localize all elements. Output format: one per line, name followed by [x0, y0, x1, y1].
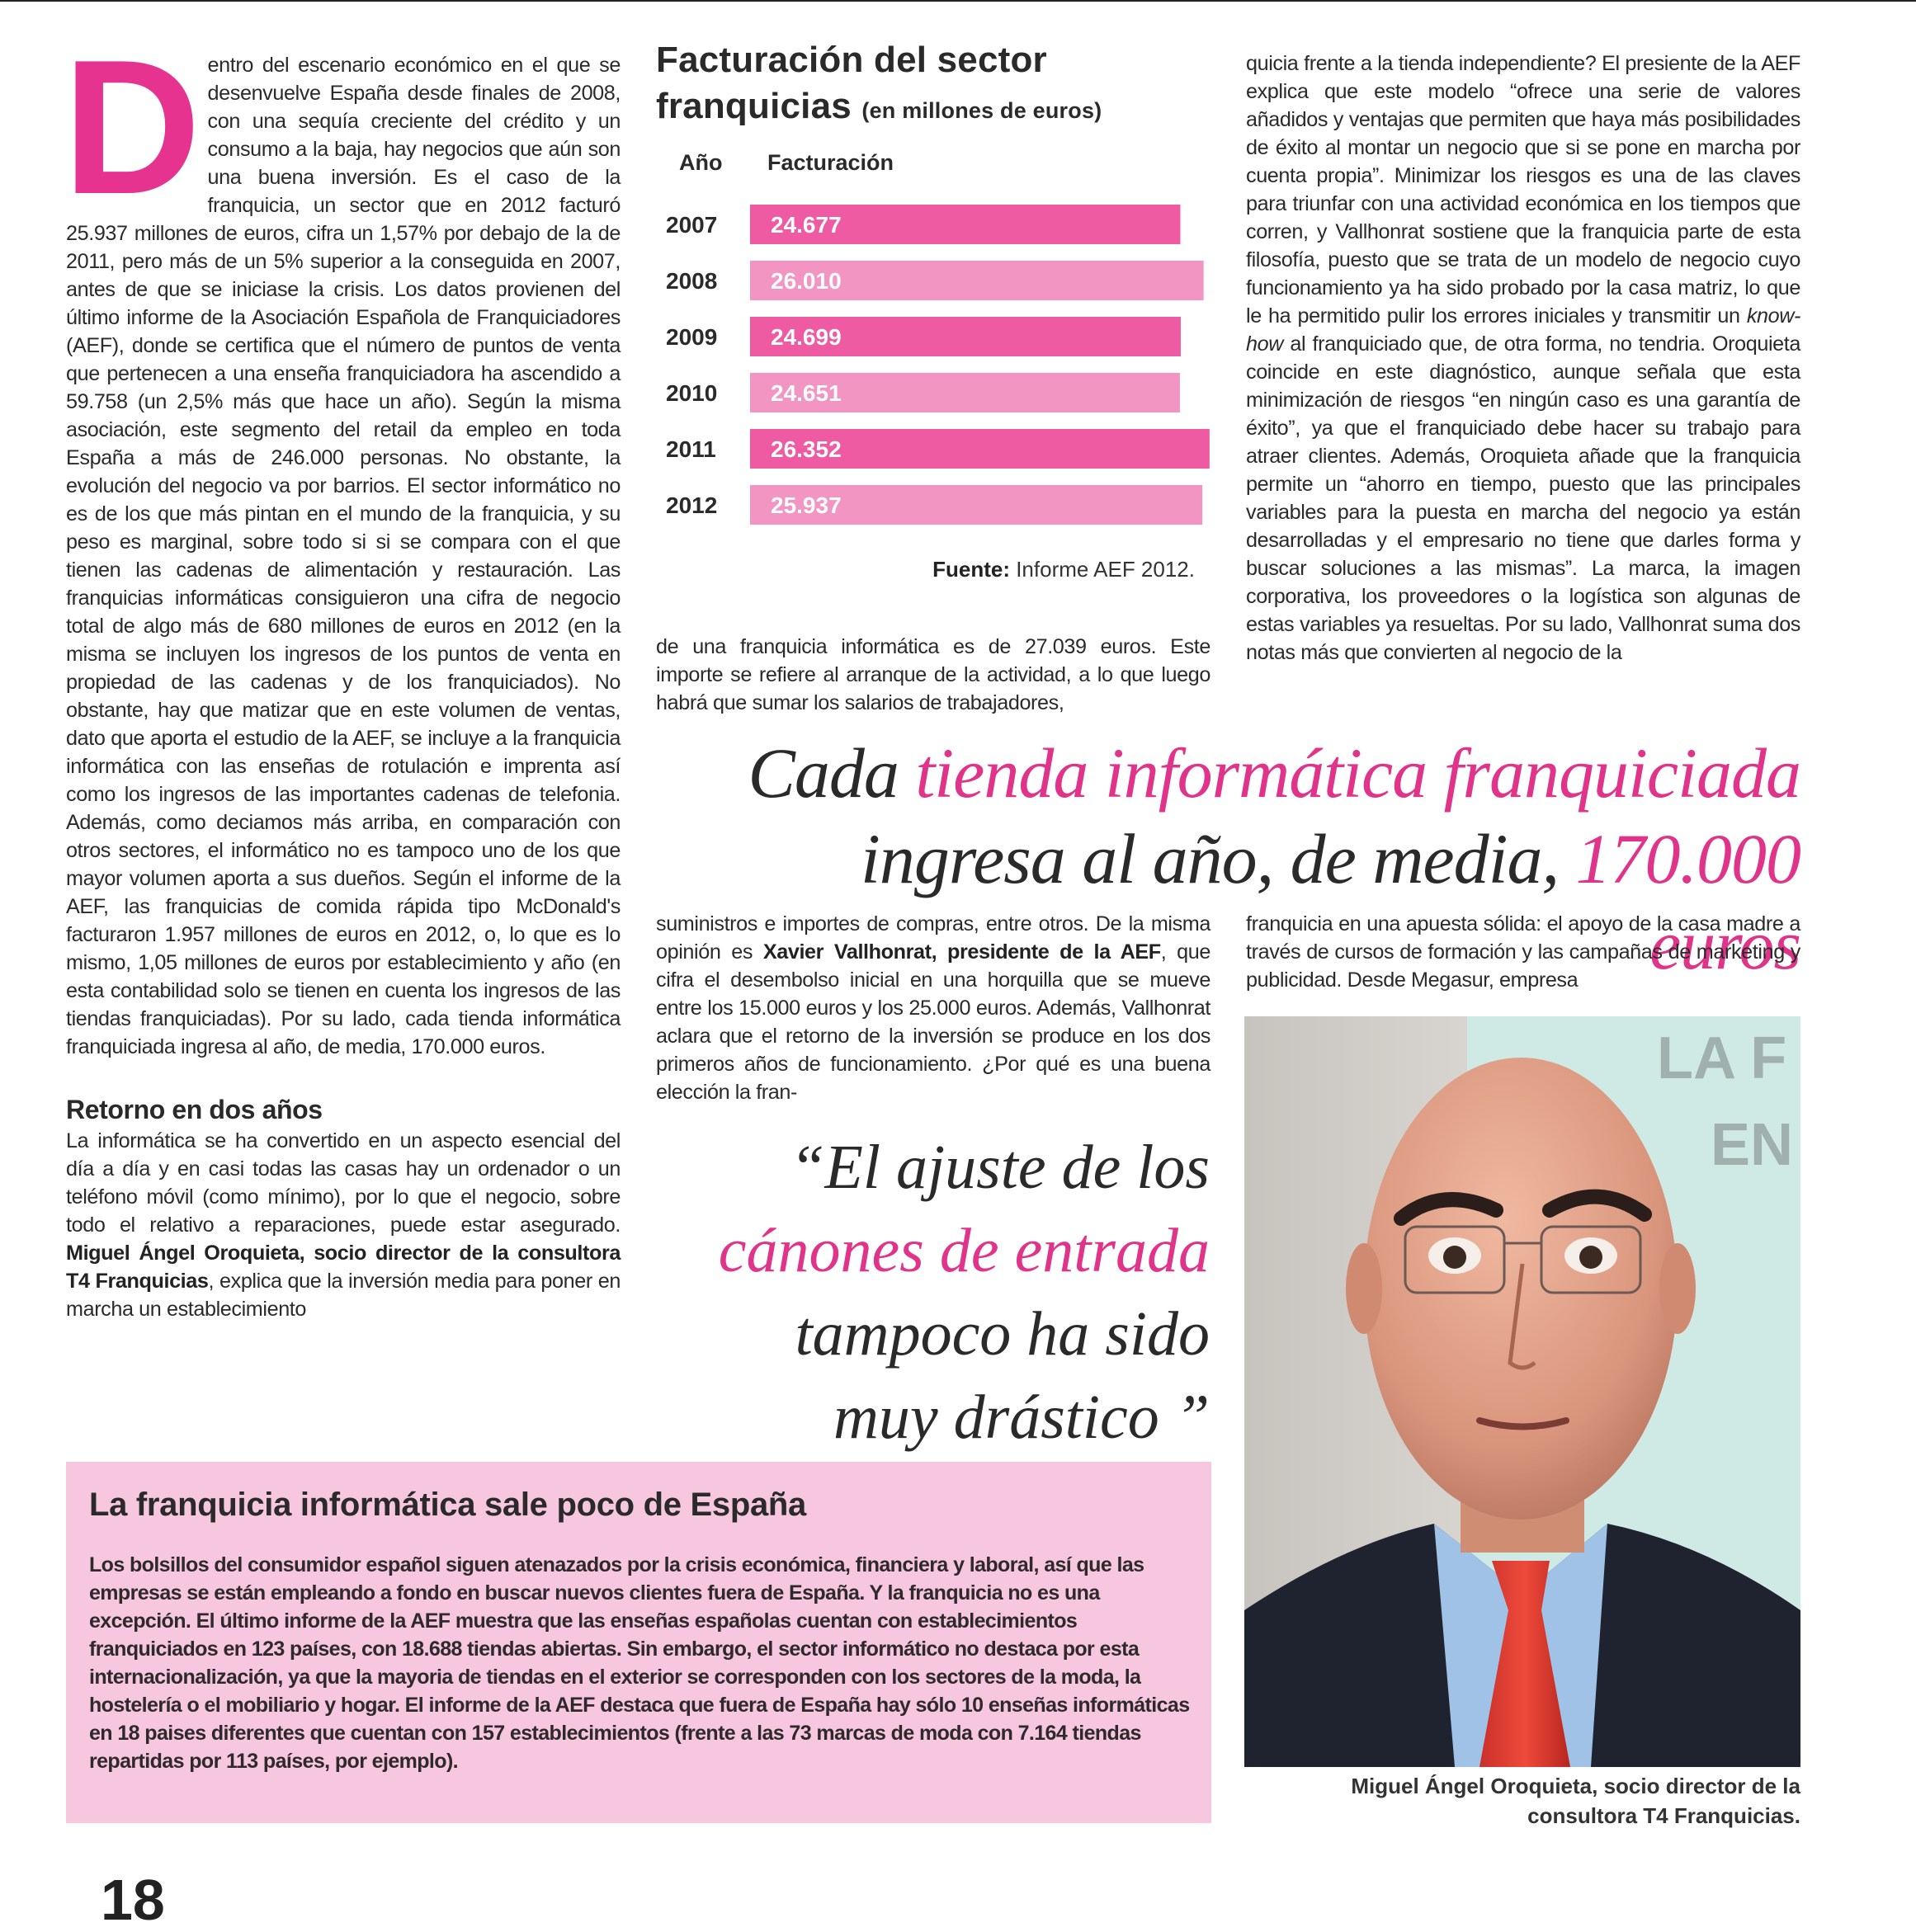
chart-category-label: 2012	[666, 492, 718, 518]
chart-title-text: Facturación del sector franquicias	[656, 40, 1047, 126]
page-top-rule	[0, 0, 1916, 2]
article-column-3-top	[1246, 49, 1800, 667]
revenue-chart	[656, 37, 1225, 590]
chart-plot-area	[656, 148, 1225, 544]
chart-value-label: 24.699	[771, 324, 842, 350]
sidebar-box-body: Los bolsillos del consumidor español siguen atenazados por la crisis económica, financiera y laboral, así que las empresas se están empleando a fondo en buscar nuevos clientes fuera de España. Y la franquicia no es una excepción. El último informe de la AEF muestra que las enseñas españolas cuentan con establecimientos franquiciados en 123 países, con 18.688 tiendas abiertas. Sin embargo, el sector informático no destaca por esta internacionalización, ya que la mayoria de tiendas en el exterior se corresponden con los sectores de la moda, la hostelería o el mobiliario y hogar. El informe de la AEF destaca que fuera de España hay sólo 10 enseñas informáticas en 18 paises diferentes que cuentan con 157 establecimientos (frente a las 73 marcas de moda con 7.164 tiendas repartidas por 113 países, por ejemplo).	[89, 1553, 1190, 1773]
col3-bottom-text: franquicia en una apuesta sólida: el apoyo de la casa madre a través de cursos de formación y las campañas de marketing y publicidad. Desde Megasur, empresa	[1246, 912, 1800, 992]
backdrop-text-2: EN	[1711, 1112, 1794, 1178]
portrait-illustration	[1244, 1016, 1800, 1767]
retorno-text-end: , explica que la inversión media para poner en marcha un establecimiento	[66, 1270, 621, 1321]
drop-cap: D	[63, 21, 196, 234]
left-pupil	[1443, 1246, 1466, 1269]
chart-value-label: 26.352	[771, 436, 842, 462]
chart-source	[932, 557, 1195, 582]
retorno-bold-name: Miguel Ángel Oroquieta, socio director de la consultora T4 Franquicias	[66, 1242, 621, 1293]
right-ear	[1659, 1243, 1696, 1334]
subheading-retorno: Retorno en dos años	[66, 1095, 323, 1124]
chart-category-label: 2010	[666, 380, 718, 406]
intro-paragraph	[63, 21, 621, 1061]
chart-source-text: Informe AEF 2012.	[1009, 557, 1195, 582]
chart-subtitle: (en millones de euros)	[861, 98, 1102, 123]
chart-value-label: 24.677	[771, 212, 842, 238]
portrait-photo	[1244, 1016, 1800, 1767]
chart-category-label: 2007	[666, 212, 718, 238]
pull-quote-highlight-2: 170.000 euros	[1575, 819, 1800, 984]
sidebar-box	[66, 1462, 1211, 1823]
article-column-2-top	[656, 633, 1210, 717]
chart-title	[656, 37, 1225, 134]
col2b-bold-name: Xavier Vallhonrat, presidente de la AEF	[762, 940, 1161, 964]
retorno-paragraph	[66, 1127, 621, 1323]
intro-text: entro del escenario económico en el que se desenvuelve España desde finales de 2008, con una sequía creciente del crédito y un consumo a la baja, hay negocios que aún son una buena inversión. Es el caso de la franquicia, un sector que en 2012 facturó 25.937 millones de euros, cifra un 1,57% por debajo de la de 2011, pero más de un 5% superior a la conseguida en 2007, antes de que se iniciase la crisis. Los datos provienen del último informe de la Asociación Española de Franquiciadores (AEF), donde se certifica que el número de puntos de venta que pertenecen a una enseña franquiciadora ha ascendido a 59.758 (un 2,5% más que hace un año). Según la misma asociación, este segmento del retail da empleo en toda España a más de 246.000 personas. No obstante, la evolución del negocio va por barrios. El sector informático no es de los que más pintan en el mundo de la franquicia, y su peso es marginal, sobre todo si si se compara con el que tienen las cadenas de alimentación y restauración. Las franquicias informáticas consiguieron una cifra de negocio total de algo más de 680 millones de euros en 2012 (en la misma se incluyen los ingresos de los puntos de venta en propiedad de las cadenas y de los franquiciados). No obstante, hay que matizar que en este volumen de ventas, dato que aporta el estudio de la AEF, se incluye a la franquicia informática con las enseñas de rotulación e imprenta así como los ingresos de las importantes cadenas de telefonia. Además, como deciamos más arriba, en comparación con otros sectores, el informático no es tampoco uno de los que mayor volumen aporta a sus dueños. Según el informe de la AEF, las franquicias de comida rápida tipo McDonald's facturaron 1.957 millones de euros en 2012, o, lo que es lo mismo, 1,05 millones de euros por establecimiento y año (en esta contabilidad solo se tienen en cuenta los ingresos de las tiendas franquiciadas). Por su lado, cada tienda informática franquiciada ingresa al año, de media, 170.000 euros.	[66, 54, 621, 1058]
photo-caption: Miguel Ángel Oroquieta, socio director de la consultora T4 Franquicias.	[1351, 1774, 1800, 1828]
chart-category-label: 2011	[666, 436, 716, 462]
side-quote-line-4: muy drástico ”	[833, 1383, 1210, 1452]
side-quote-line-1: “El ajuste de los	[790, 1133, 1210, 1202]
col2b-text-start: suministros e importes de compras, entre otros. De la misma opinión es	[656, 912, 1210, 964]
sidebar-box-title: La franquicia informática sale poco de España	[89, 1487, 806, 1523]
col2b-text-end: , que cifra el desembolso inicial en una horquilla que se mueve entre los 15.000 euros y los 25.000 euros. Además, Vallhonrat aclara que el retorno de la inversión se produce en los dos primeros años de funcionamiento. ¿Por qué es una buena elección la fran-	[656, 940, 1210, 1104]
retorno-text-start: La informática se ha convertido en un aspecto esencial del día a día y en casi todas las casas hay un ordenador o un teléfono móvil (como mínimo), por lo que el negocio, sobre todo el relativo a reparaciones, puede estar asegurado.	[66, 1129, 621, 1237]
col2-top-text: de una franquicia informática es de 27.039 euros. Este importe se refiere al arranque de la actividad, a lo que luego habrá que sumar los salarios de trabajadores,	[656, 635, 1210, 714]
pull-quote-highlight-1: tienda informática franquiciada	[915, 733, 1800, 813]
left-ear	[1346, 1243, 1382, 1334]
pull-quote-side	[660, 1126, 1210, 1459]
article-column-3-bottom	[1246, 910, 1800, 994]
pull-quote-text-1: Cada	[748, 733, 916, 813]
chart-category-label: 2008	[666, 268, 718, 294]
chart-category-label: 2009	[666, 324, 718, 350]
chart-source-label: Fuente:	[932, 557, 1010, 582]
article-column-1	[63, 21, 621, 1323]
side-quote-line-3: tampoco ha sido	[795, 1299, 1210, 1369]
backdrop-text-1: LA F	[1657, 1025, 1787, 1091]
chart-bars	[666, 205, 1210, 525]
col3-text-start: quicia frente a la tienda independiente? El presiente de la AEF explica que este modelo “ofrece una serie de valores añadidos y ventajas que permiten que haya más posibilidades de éxito al montar un negocio que si se pone en marcha por cuenta propia”. Minimizar los riesgos es una de las claves para triunfar con una actividad económica en los tiempos que corren, y Vallhonrat sostiene que la franquicia parte de esta filosofía, puesto que se trata de un modelo de negocio cuyo funcionamiento ya ha sido probado por la casa matriz, lo que le ha permitido pulir los errores iniciales y transmitir un	[1246, 52, 1800, 327]
col3-text-end: al franquiciado que, de otra forma, no tendria. Oroquieta coincide en este diagnóstico, aunque señala que esta minimización de riesgos “en ningún caso es una garantía de éxito”, ya que el franquiciado debe hacer su trabajo para atraer clientes. Además, Oroquieta añade que la franquicia permite un “ahorro en tiempo, puesto que las principales variables para la puesta en marcha del negocio ya están desarrolladas y el empresario no tiene que darles forma y buscar soluciones a las mismas”. La marca, la imagen corporativa, los proveedores o la logística son algunas de estas variables ya resueltas. Por su lado, Vallhonrat suma dos notas más que convierten al negocio de la	[1246, 332, 1800, 664]
chart-value-label: 26.010	[771, 268, 842, 294]
col3-top-paragraph	[1246, 49, 1800, 667]
col3-italic-term: know-how	[1246, 304, 1800, 356]
right-pupil	[1579, 1246, 1602, 1269]
chart-value-label: 25.937	[771, 492, 842, 518]
col2-bottom-paragraph	[656, 910, 1210, 1106]
pull-quote-text-2: ingresa al año, de media,	[860, 819, 1576, 898]
chart-header-year: Año	[679, 150, 723, 175]
chart-header-value: Facturación	[767, 150, 894, 175]
page-number: 18	[101, 1868, 165, 1932]
side-quote-highlight: cánones de entrada	[718, 1216, 1210, 1285]
chart-value-label: 24.651	[771, 380, 842, 406]
article-column-2-bottom	[656, 910, 1210, 1106]
